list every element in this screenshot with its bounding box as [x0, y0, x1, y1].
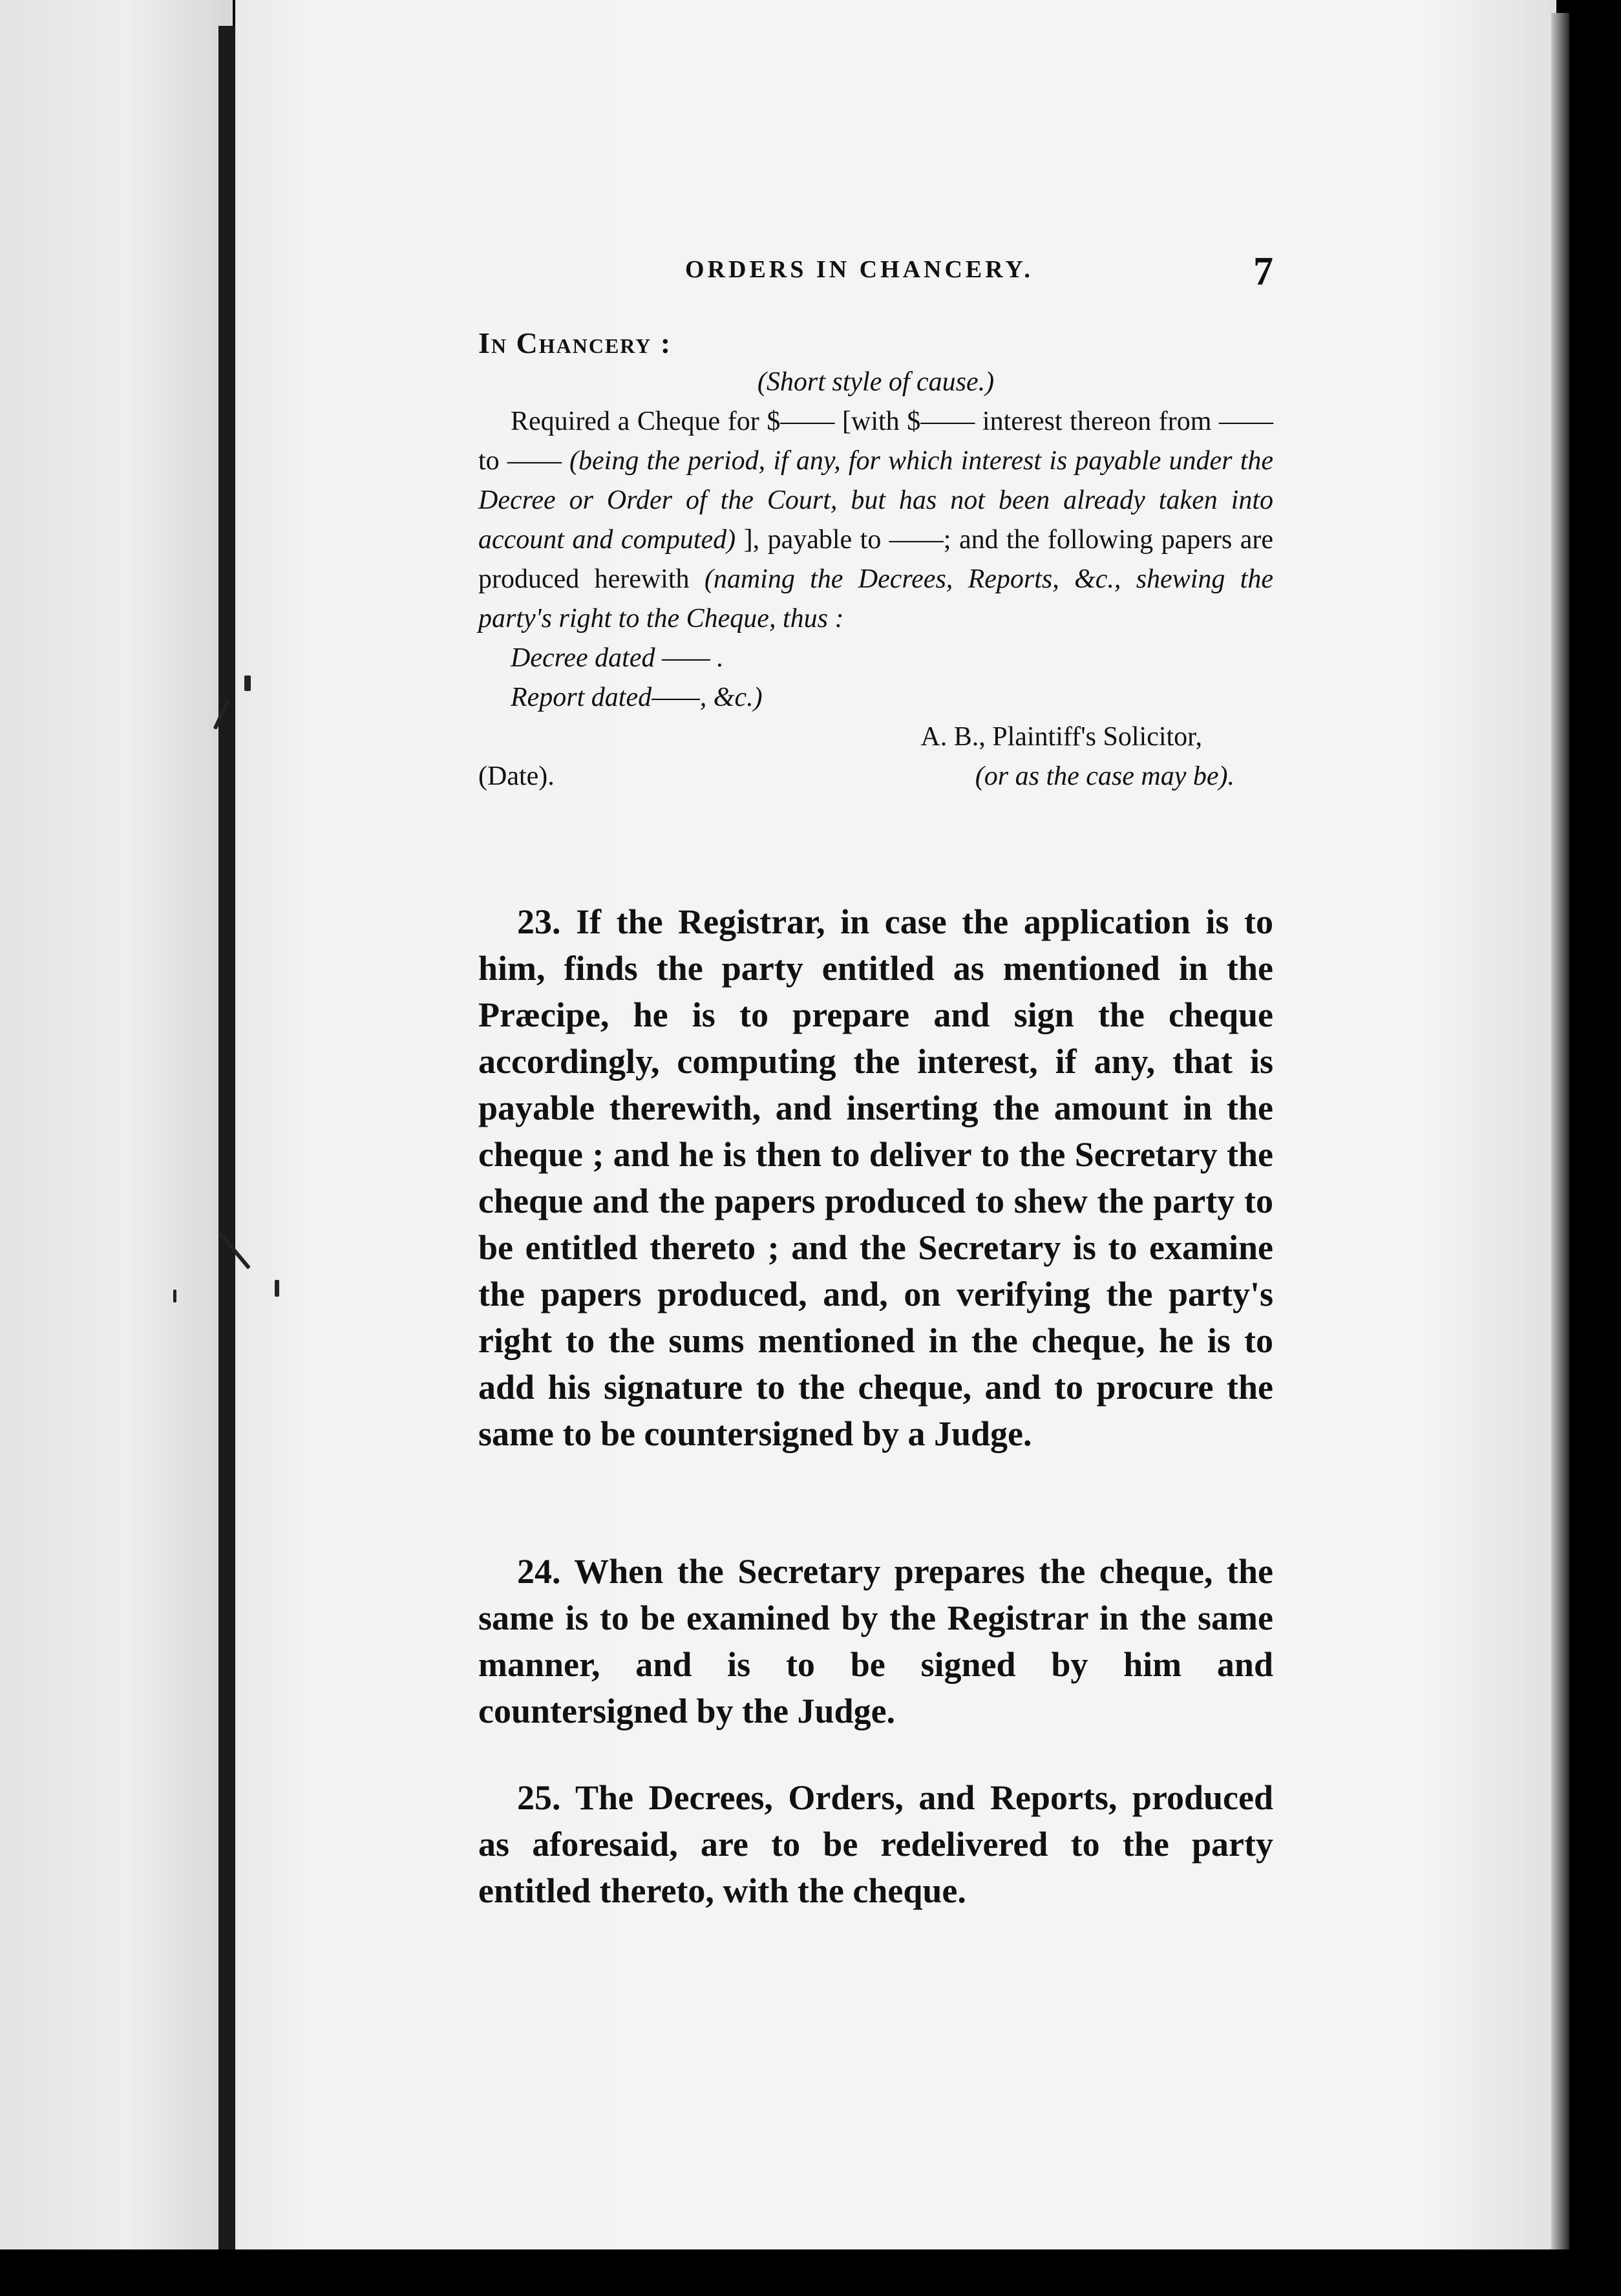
paragraph-text: When the Secretary prepares the cheque, the same is to be examined by the Registrar in the same manner, and is to be signed by him and countersigned by the Judge.	[478, 1552, 1274, 1730]
decree-line: Decree dated —— .	[511, 643, 724, 673]
paragraph-23	[478, 898, 1273, 1457]
running-head	[685, 250, 1273, 294]
margin-mark	[173, 1290, 176, 1302]
paragraph-number: 24.	[517, 1552, 561, 1591]
paragraph-number: 25.	[517, 1778, 561, 1817]
form-body-italic: (being the period, if any, for which interest is payable under the Decree or Order of the Court, but has not been already taken into account and computed)	[478, 446, 1274, 555]
book-spine	[218, 26, 235, 2249]
running-head-title: ORDERS IN CHANCERY.	[685, 256, 1033, 283]
form-style-line: (Short style of cause.)	[757, 367, 995, 397]
form-body	[478, 402, 1273, 639]
page-number: 7	[1253, 250, 1273, 293]
report-line: Report dated——, &c.)	[511, 683, 763, 712]
date-row	[478, 757, 1273, 796]
form-body-text: Required a Cheque for $—— [with $—— interest thereon from —— to ——	[478, 407, 1273, 476]
signature: A. B., Plaintiff's Solicitor,	[920, 722, 1202, 752]
paragraph-text: The Decrees, Orders, and Reports, produced as aforesaid, are to be redelivered to the party entitled thereto, with the cheque.	[478, 1778, 1273, 1910]
precipe-form	[478, 323, 1273, 796]
page-edge-shadow	[1551, 13, 1569, 2249]
paragraph-text: If the Registrar, in case the application is to him, finds the party entitled as mentioned in the Præcipe, he is to prepare and sign the cheque accordingly, computing the interest, if any, that is payable therewith, and inserting the amount in the cheque ; and he is then to deliver to the Secretary the cheque and the papers produced to shew the party to be entitled thereto ; and the Secretary is to examine the papers produced, and, on verifying the party's right to the sums mentioned in the cheque, he is to add his signature to the cheque, and to procure the same to be countersigned by a Judge.	[478, 902, 1273, 1453]
form-heading: In Chancery :	[478, 326, 672, 359]
form-body-text: ], payable to ——; and the following papers are produced herewith	[478, 525, 1273, 594]
form-body-italic: (naming the Decrees, Reports, &c., shewing the party's right to the Cheque, thus :	[478, 564, 1273, 633]
paragraph-25	[478, 1774, 1273, 1914]
left-page-margin	[0, 0, 233, 2296]
scan-border	[0, 2249, 1621, 2296]
signature-row	[478, 717, 1273, 757]
paragraph-24	[478, 1548, 1273, 1734]
alt-line: (or as the case may be).	[975, 761, 1234, 791]
date-label: (Date).	[478, 761, 555, 791]
margin-mark	[275, 1280, 279, 1297]
paragraph-number: 23.	[517, 902, 561, 941]
margin-mark	[244, 675, 251, 691]
